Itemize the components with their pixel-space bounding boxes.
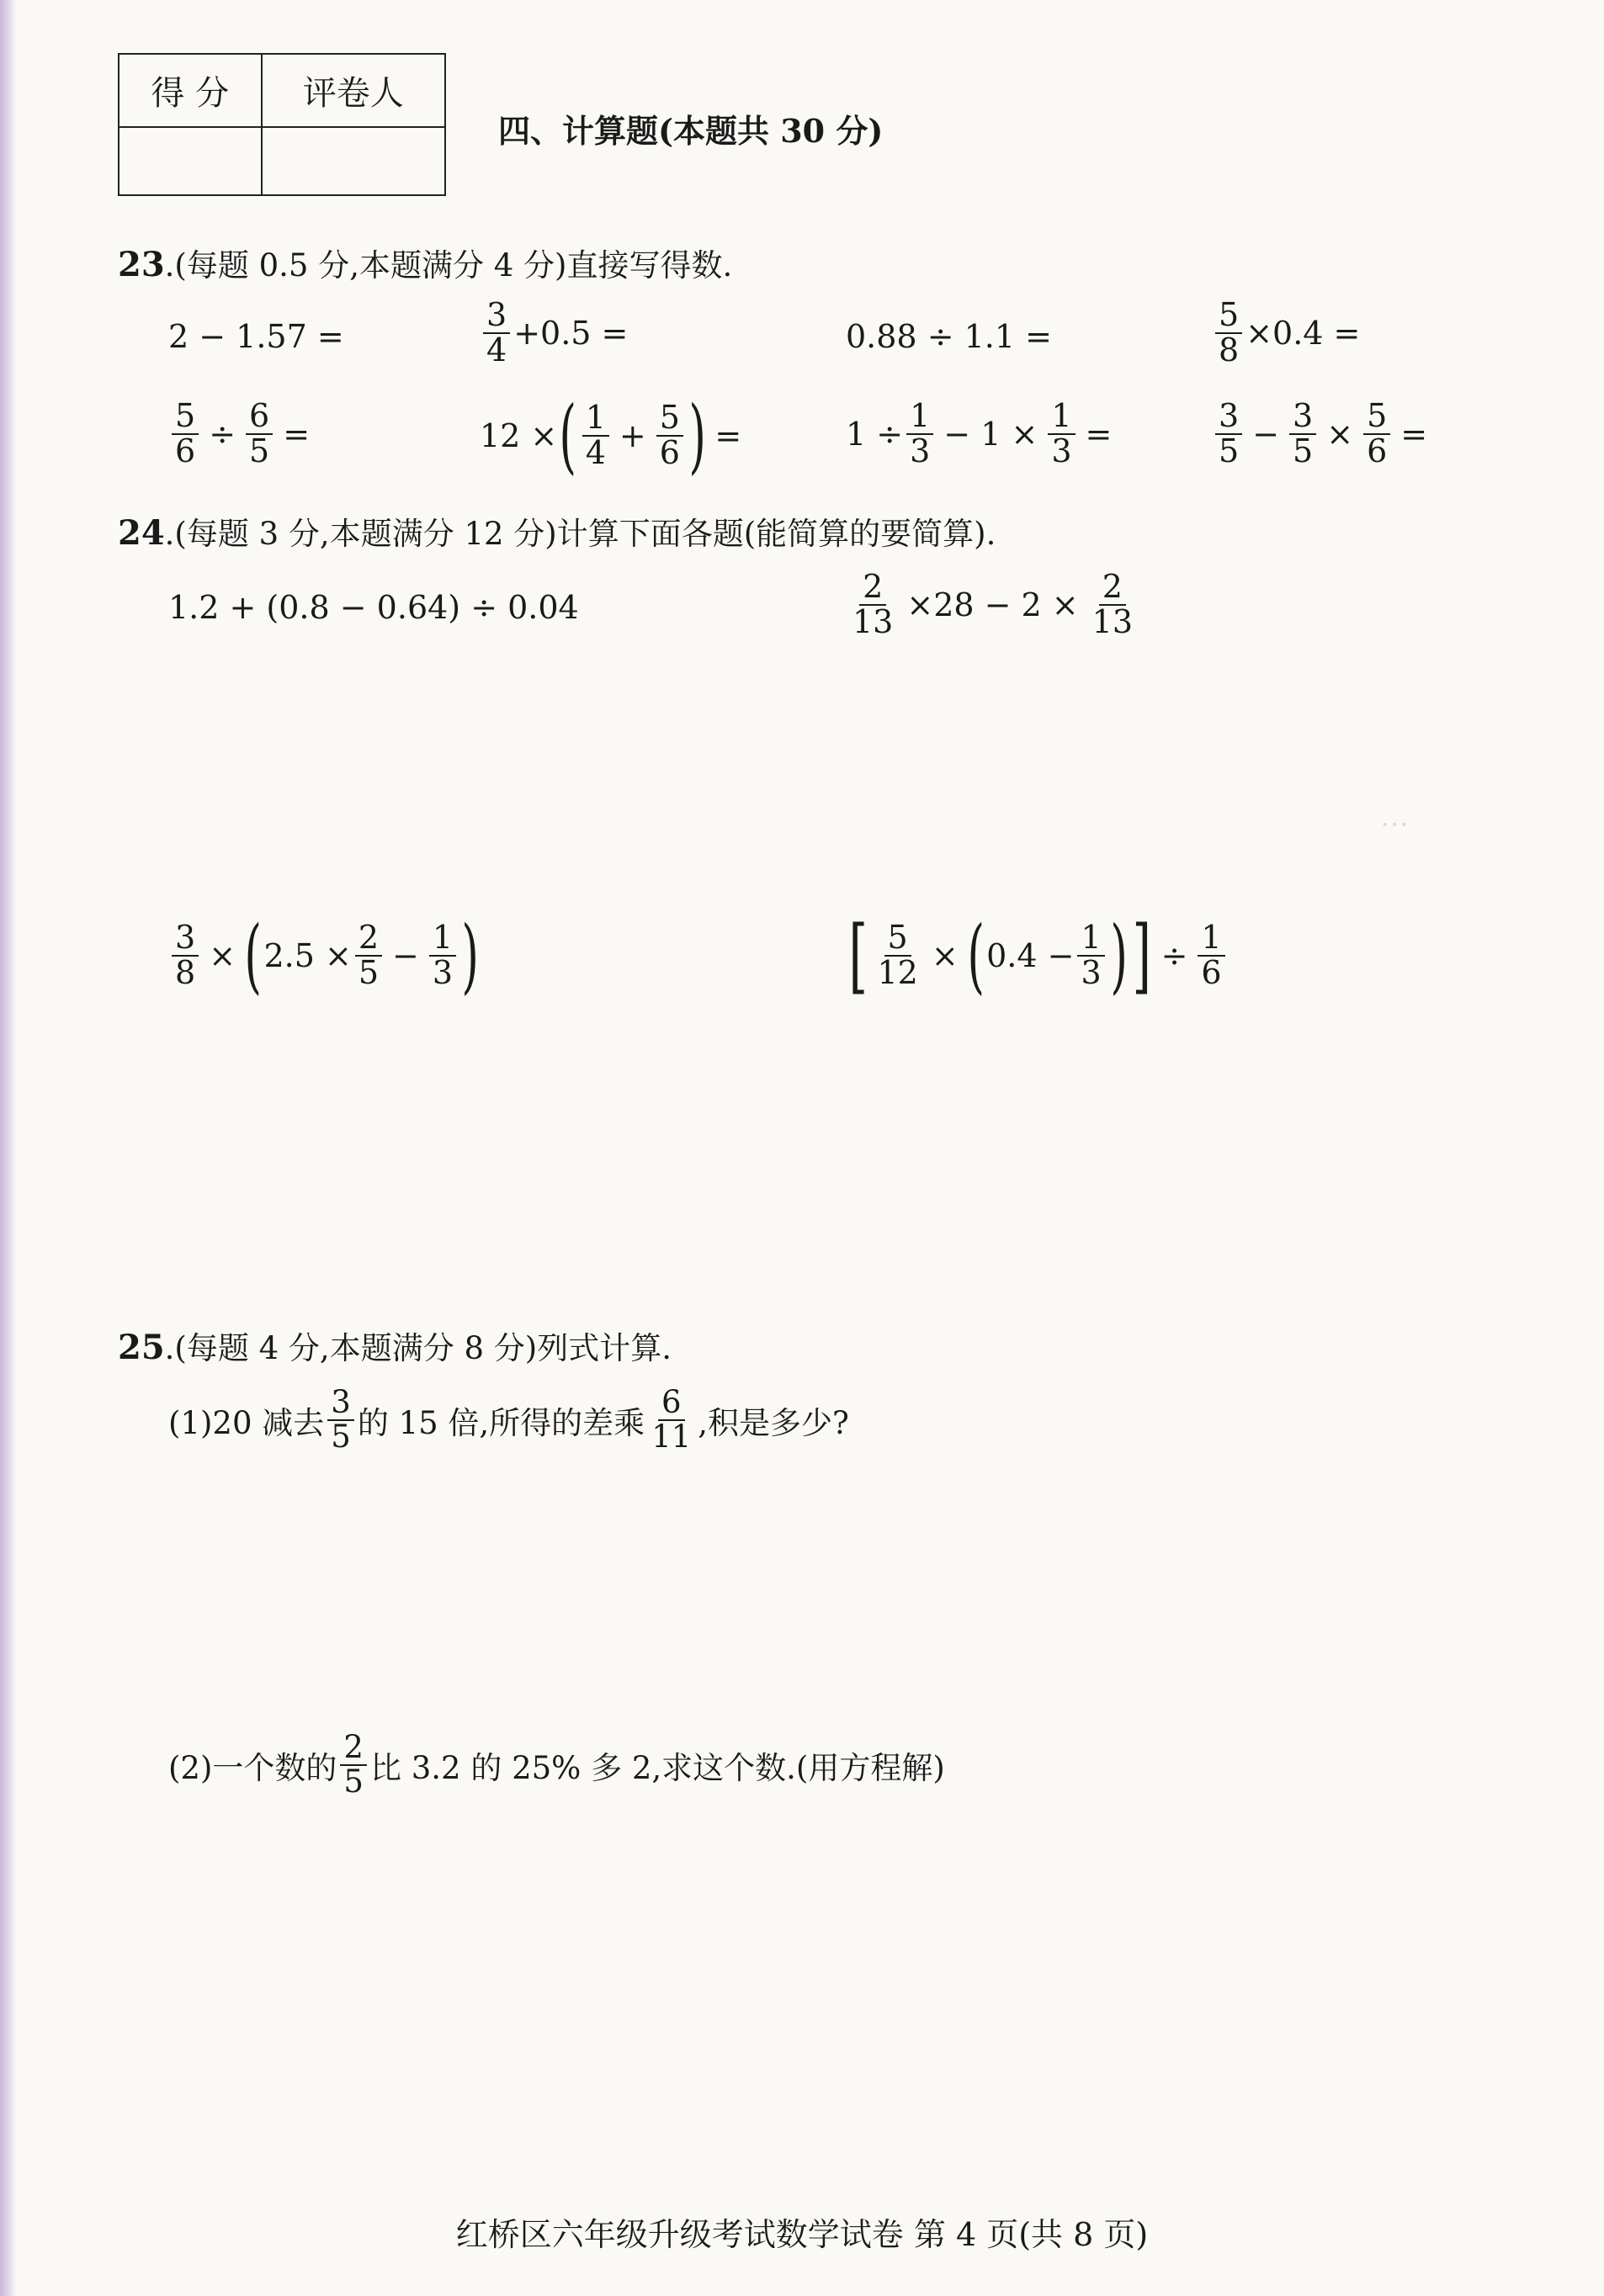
score-table: [118, 53, 446, 196]
fraction: $\frac{5}{8}$: [1215, 299, 1242, 368]
q25-heading: 25.(每题 4 分,本题满分 8 分)列式计算.: [118, 1328, 672, 1367]
q23-number: 23: [118, 245, 165, 284]
q24-problem-3: $\frac{3}{8}$ × ( 2.5 × $\frac{2}{5}$ − $\frac{1}{3}$ ): [168, 915, 481, 996]
left-paren: (: [559, 389, 577, 483]
q25-problem-1: (1)20 减去 $\frac{3}{5}$ 的 15 倍,所得的差乘 $\frac{6}{11}$ ,积是多少?: [168, 1384, 849, 1455]
q23-instruction: .(每题 0.5 分,本题满分 4 分)直接写得数.: [164, 247, 733, 284]
q23-expr-6: 12 × ( $\frac{1}{4}$ + $\frac{5}{6}$ ) =: [480, 389, 742, 483]
q24-problem-4: [ $\frac{5}{12}$ × ( 0.4 − $\frac{1}{3}$ ) ] ÷ $\frac{1}{6}$: [846, 915, 1229, 996]
grader-cell: [262, 127, 445, 195]
fraction: $\frac{3}{4}$: [483, 299, 510, 368]
q24-heading: 24.(每题 3 分,本题满分 12 分)计算下面各题(能简算的要简算).: [118, 513, 996, 553]
q23-expr-4: $\frac{5}{8}$ ×0.4 =: [1212, 299, 1360, 368]
bleed-through-mark: ⋯: [1380, 808, 1409, 841]
score-label: 得 分: [119, 54, 262, 127]
q24-problem-2: $\frac{2}{13}$ ×28 − 2 × $\frac{2}{13}$: [852, 568, 1134, 640]
q23-expr-3: 0.88 ÷ 1.1 =: [846, 318, 1052, 355]
q23-heading: [118, 240, 732, 285]
page-footer: 红桥区六年级升级考试数学试卷 第 4 页(共 8 页): [455, 2216, 1149, 2253]
q23-expr-5: $\frac{5}{6}$ ÷ $\frac{6}{5}$ =: [168, 400, 316, 469]
q24-problem-1: 1.2 + (0.8 − 0.64) ÷ 0.04: [168, 589, 579, 626]
section-title: 四、计算题(本题共 30 分): [498, 112, 884, 150]
right-paren: ): [688, 389, 706, 483]
score-cell: [119, 127, 262, 195]
q23-expr-8: $\frac{3}{5}$ − $\frac{3}{5}$ × $\frac{5}{6}$ =: [1212, 400, 1434, 469]
grader-label: 评卷人: [262, 54, 445, 127]
scan-edge: [0, 0, 17, 2296]
q23-expr-7: 1 ÷ $\frac{1}{3}$ − 1 × $\frac{1}{3}$ =: [846, 397, 1113, 469]
q23-expr-1: 2 − 1.57 =: [168, 318, 344, 355]
q23-expr-2: $\frac{3}{4}$ +0.5 =: [480, 299, 628, 368]
q25-problem-2: (2)一个数的 $\frac{2}{5}$ 比 3.2 的 25% 多 2,求这个数.(用方程解): [168, 1729, 945, 1800]
